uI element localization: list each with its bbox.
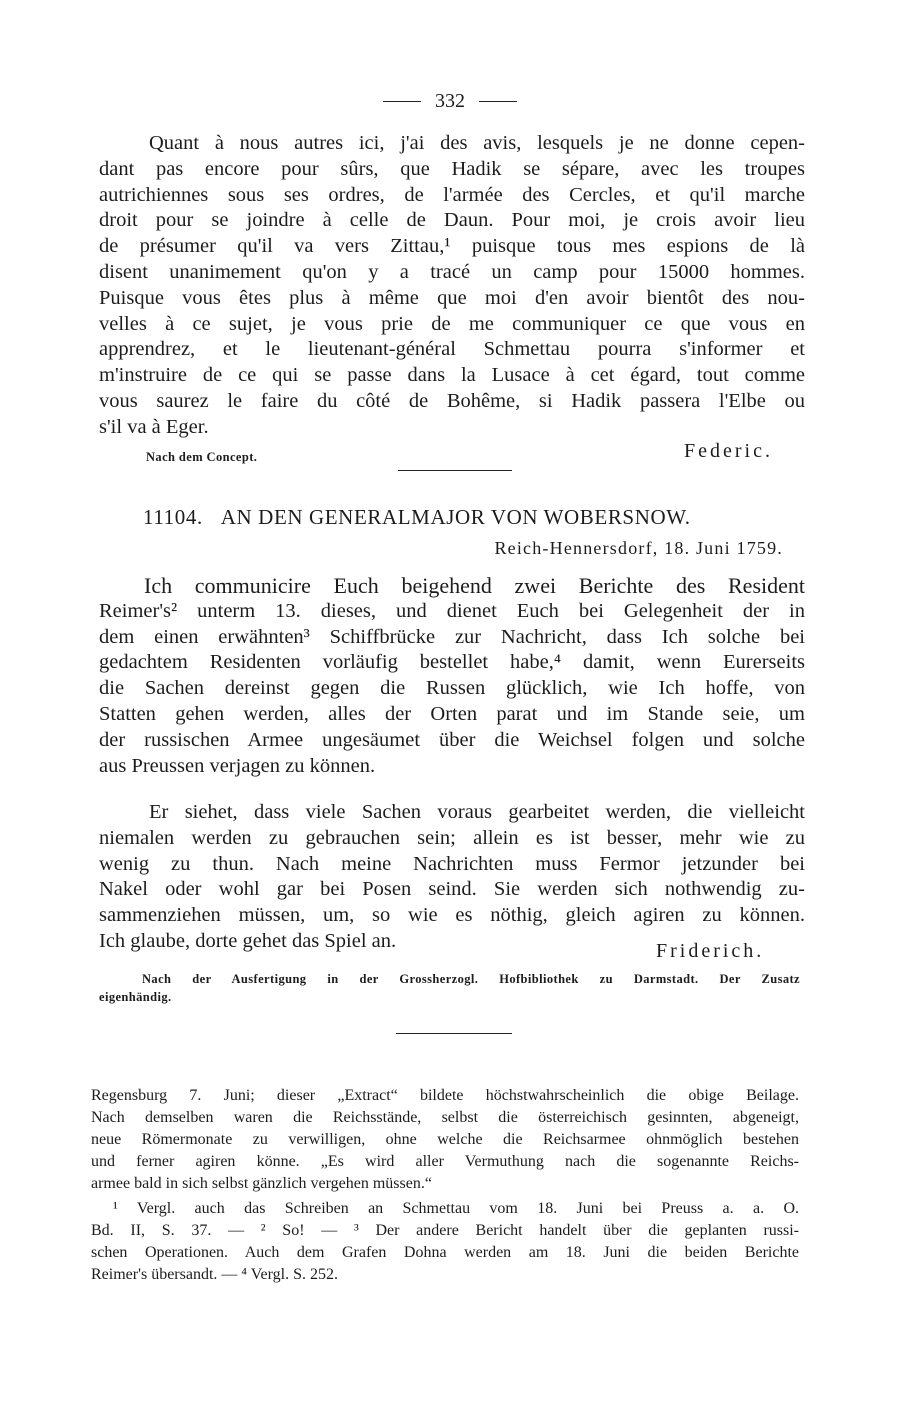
footnote-line: ¹ Vergl. auch das Schreiben an Schmettau vom 18. Juni bei Preuss a. a. O.	[113, 1200, 799, 1217]
text-line: wenig zu thun. Nach meine Nachrichten muss Fermor jetzunder bei	[99, 852, 805, 875]
text-line: droit pour se joindre à celle de Daun. Pour moi, je crois avoir lieu	[99, 209, 805, 232]
letter-title: AN DEN GENERALMAJOR VON WOBERSNOW.	[220, 505, 691, 529]
text-line: de présumer qu'il va vers Zittau,¹ puisque tous mes espions de là	[99, 235, 805, 258]
footnotes	[91, 1198, 799, 1286]
header-dash-left	[383, 101, 421, 102]
text-line: Puisque vous êtes plus à même que moi d'en avoir bientôt des nou-	[99, 286, 805, 309]
letter2-source-note-cont: eigenhändig.	[99, 990, 172, 1004]
text-line: Quant à nous autres ici, j'ai des avis, lesquels je ne donne cepen-	[149, 132, 805, 154]
text-line: Ich glaube, dorte gehet das Spiel an.	[99, 929, 397, 952]
section-divider	[398, 470, 512, 471]
text-line: disent unanimement qu'on y a tracé un camp pour 15000 hommes.	[99, 260, 805, 283]
text-line: apprendrez, et le lieutenant-général Schmettau pourra s'informer et	[99, 338, 805, 361]
text-line: autrichiennes sous ses ordres, de l'armée des Cercles, et qu'il marche	[99, 183, 805, 206]
footnote-line: Regensburg 7. Juni; dieser „Extract“ bildete höchstwahrscheinlich die obige Beilage.	[91, 1087, 799, 1104]
page-number: 332	[435, 89, 465, 112]
text-line: Ich communicire Euch beigehend zwei Berichte des Resident	[144, 573, 805, 598]
footnote-line: armee bald in sich selbst gänzlich vergehen müssen.“	[91, 1175, 432, 1192]
text-line: die Sachen dereinst gegen die Russen glücklich, wie Ich hoffe, von	[99, 677, 805, 700]
letter1-source-note: Nach dem Concept.	[146, 450, 258, 464]
text-line: dem einen erwähnten³ Schiffbrücke zur Nachricht, dass Ich solche bei	[99, 625, 805, 648]
text-line: Statten gehen werden, alles der Orten parat und im Stande seie, um	[99, 702, 805, 725]
letter1-signature: Federic.	[684, 440, 773, 462]
letter2-heading	[143, 505, 691, 530]
text-line: s'il va à Eger.	[99, 415, 209, 438]
text-line: aus Preussen verjagen zu können.	[99, 754, 376, 777]
footnote-divider	[396, 1033, 512, 1034]
text-line: velles à ce sujet, je vous prie de me communiquer ce que vous en	[99, 312, 805, 335]
text-line: sammenziehen müssen, um, so wie es nöthig, gleich agiren zu können.	[99, 904, 805, 927]
letter-number: 11104.	[143, 505, 203, 529]
footnote-line: Bd. II, S. 37. — ² So! — ³ Der andere Bericht handelt über die geplanten russi-	[91, 1222, 799, 1239]
text-line: Nakel oder wohl gar bei Posen seind. Sie werden sich nothwendig zu-	[99, 878, 805, 901]
text-line: gedachtem Residenten vorläufig bestellet habe,⁴ damit, wenn Eurerseits	[99, 651, 805, 674]
letter1-body	[99, 131, 805, 441]
letter2-dateline: Reich-Hennersdorf, 18. Juni 1759.	[494, 538, 783, 558]
footnote-line: Nach demselben waren die Reichsstände, selbst die österreichisch gesinnten, abgeneigt,	[91, 1109, 799, 1126]
footnote-line: neue Römermonate zu verwilligen, ohne welche die Reichsarmee ohnmöglich bestehen	[91, 1131, 799, 1148]
text-line: Reimer's² unterm 13. dieses, und dienet Euch bei Gelegenheit der in	[99, 599, 805, 622]
letter2-paragraph-2	[99, 800, 805, 955]
page-header	[0, 86, 900, 116]
footnote-continuation	[91, 1085, 799, 1195]
footnote-line: Reimer's übersandt. — ⁴ Vergl. S. 252.	[91, 1266, 338, 1283]
text-line: der russischen Armee ungesäumet über die Weichsel folgen und solche	[99, 728, 805, 751]
text-line: m'instruire de ce qui se passe dans la Lusace à cet égard, tout comme	[99, 364, 805, 387]
text-line: vous saurez le faire du côté de Bohême, si Hadik passera l'Elbe ou	[99, 389, 805, 412]
footnote-line: schen Operationen. Auch dem Grafen Dohna werden am 18. Juni die beiden Berichte	[91, 1244, 799, 1261]
text-line: niemalen werden zu gebrauchen sein; allein es ist besser, mehr wie zu	[99, 826, 805, 849]
letter2-paragraph-1	[99, 573, 805, 779]
letter2-signature: Friderich.	[656, 940, 765, 962]
header-dash-right	[479, 101, 517, 102]
text-line: Er siehet, dass viele Sachen voraus gearbeitet werden, die vielleicht	[149, 801, 805, 823]
letter2-source-note: Nach der Ausfertigung in der Grossherzogl. Hofbibliothek zu Darmstadt. Der Zusatz	[142, 972, 800, 986]
footnote-line: und ferner agiren könne. „Es wird aller Vermuthung nach die sogenannte Reichs-	[91, 1153, 799, 1170]
text-line: dant pas encore pour sûrs, que Hadik se sépare, avec les troupes	[99, 157, 805, 180]
